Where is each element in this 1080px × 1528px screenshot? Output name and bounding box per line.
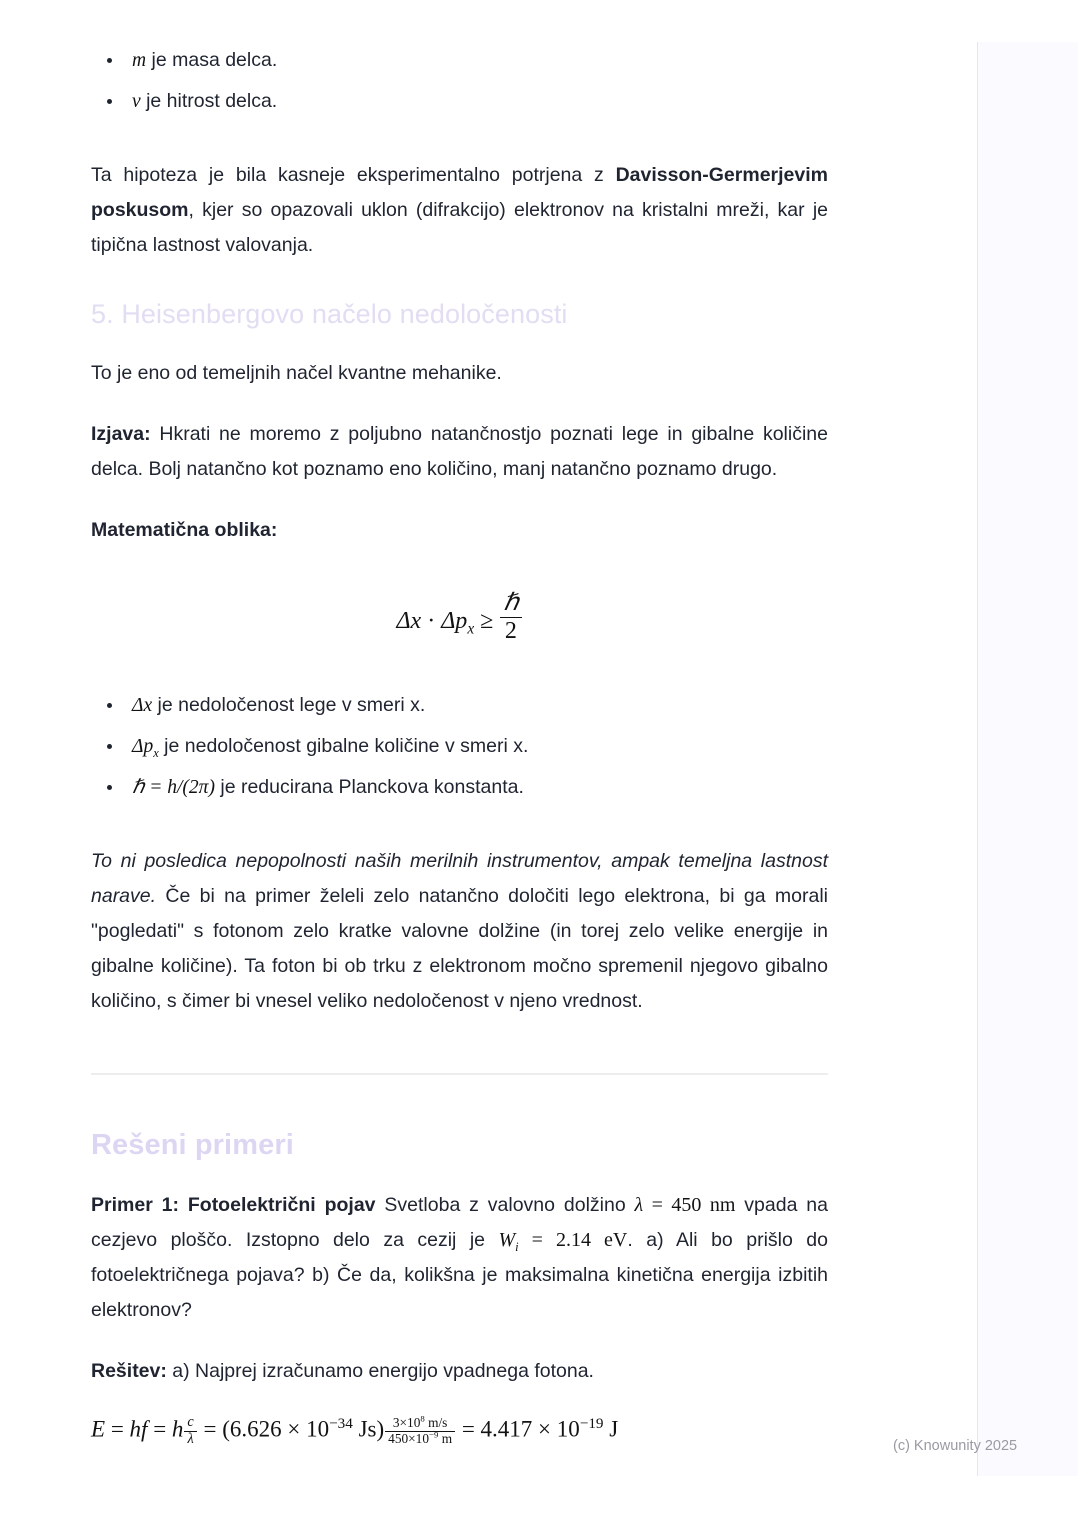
eq-h: h (171, 1416, 184, 1442)
photon-energy-equation (91, 1415, 828, 1448)
solution-paragraph (91, 1354, 828, 1389)
example1-label: Primer 1: Fotoelektrični pojav (91, 1193, 376, 1216)
eq-delta-x: Δx (396, 607, 422, 634)
explanation-italic-lead: To ni posledica nepopolnosti naših merilnih instrumentov, ampak temeljna lastnost narave. (91, 849, 828, 907)
eq-result: = 4.417 × 10 (456, 1416, 580, 1442)
list-item (91, 40, 828, 81)
numerator-unit: m/s (424, 1414, 448, 1430)
right-side-panel (978, 42, 1078, 1476)
list-item-text: je nedoločenost gibalne količine v smeri x. (158, 734, 529, 757)
eq-E: E (91, 1416, 106, 1442)
symbol-delta-p: Δp (132, 735, 154, 757)
statement-label: Izjava: (91, 423, 151, 445)
paragraph-tail: , kjer so opazovali uklon (difrakcijo) elektronov na kristalni mreži, kar je tipična lastnost valovanja. (91, 199, 828, 256)
example1-text-2: vpada na cezjevo ploščo. Izstopno delo za cezij je (91, 1193, 828, 1251)
list-item (91, 726, 828, 767)
work-function-value: = 2.14 eV (518, 1228, 628, 1251)
statement-text: Hkrati ne moremo z poljubno natančnostjo poznati lege in gibalne količine delca. Bolj natančno kot poznamo eno količino, manj natančno poznamo drugo. (91, 423, 828, 480)
section-heading-examples: Rešeni primeri (91, 1128, 294, 1161)
eq-equals-1: = (105, 1416, 130, 1442)
list-item-text: je nedoločenost lege v smeri x. (152, 693, 426, 716)
eq-js-unit: Js) (352, 1416, 385, 1442)
denominator-exponent: −9 (429, 1429, 439, 1440)
symbol-m: m (132, 50, 147, 71)
eq-relation: ≥ (480, 607, 494, 634)
eq-joule-unit: J (603, 1416, 619, 1442)
list-item-text: je reducirana Planckova konstanta. (214, 775, 524, 798)
solution-text: a) Najprej izračunamo energijo vpadnega fotona. (166, 1359, 594, 1382)
list-item (91, 685, 828, 726)
section-heading-heisenberg: 5. Heisenbergovo načelo nedoločenosti (91, 299, 568, 329)
fraction-speed-over-wavelength (385, 1413, 455, 1447)
lambda-symbol: λ (634, 1193, 644, 1216)
fraction-denominator-lambda: λ (184, 1431, 196, 1448)
math-form-label (91, 513, 828, 548)
list-item (91, 767, 828, 808)
heisenberg-intro-paragraph: To je eno od temeljnih načel kvantne mehanike. (91, 362, 502, 384)
explanation-rest: Če bi na primer želeli zelo natančno določiti lego elektrona, bi ga morali "pogledati" s fotonom zelo kratke valovne dolžine (in torej zelo velike energije in gibalne količine). Ta foton bi ob trku z elektronom močno spremenil njegovo gibalno količino, s čimer bi vnesel veliko nedoločenost v njeno vrednost. (91, 884, 828, 1012)
list-item (91, 81, 828, 122)
davisson-germer-bold: Davisson-Germerjevim poskusom (91, 164, 828, 221)
numerator-base: 3×10 (392, 1414, 421, 1430)
eq-planck-value: = (6.626 × 10 (197, 1416, 330, 1442)
fraction-numerator-c: c (187, 1413, 194, 1430)
symbol-hbar-definition: ℏ = h/(2π) (132, 776, 215, 798)
paragraph-lead: Ta hipoteza je bila kasneje eksperimentalno potrjena z (91, 164, 616, 186)
symbol-delta-x: Δx (132, 694, 153, 716)
fraction-c-over-lambda (184, 1415, 196, 1448)
symbol-bullet-list (91, 685, 828, 808)
list-item-text: je hitrost delca. (140, 90, 278, 112)
lambda-value: = 450 nm (643, 1193, 736, 1216)
heisenberg-statement-paragraph (91, 417, 828, 487)
eq-dot: · (427, 607, 436, 634)
eq-equals-2: = (147, 1416, 172, 1442)
example1-text-3: . a) Ali bo prišlo do fotoelektričnega pojava? b) Če da, kolikšna je maksimalna kinetična energija izbitih elektronov? (91, 1228, 828, 1321)
solution-label: Rešitev: (91, 1359, 167, 1382)
denominator-unit: m (438, 1430, 453, 1446)
davisson-germer-paragraph (91, 158, 828, 263)
math-form-label-text: Matematična oblika: (91, 519, 278, 541)
definition-bullet-list (91, 40, 828, 122)
explanation-paragraph (91, 844, 828, 1019)
list-item-text: je masa delca. (146, 49, 278, 71)
eq-exponent-minus34: −34 (329, 1414, 353, 1432)
eq-exponent-minus19: −19 (579, 1414, 604, 1432)
eq-delta-p: Δp (441, 607, 468, 634)
fraction-denominator: 2 (500, 617, 521, 645)
content-column (91, 40, 828, 1448)
fraction-numerator: ℏ (503, 590, 519, 616)
fraction-numerator-speed (385, 1413, 455, 1431)
eq-fraction-hbar-over-2 (500, 590, 521, 645)
work-function-subscript: i (515, 1239, 519, 1254)
symbol-delta-p-subscript: x (153, 745, 159, 760)
example1-paragraph (91, 1188, 828, 1328)
uncertainty-equation (91, 584, 828, 649)
copyright-footer: (c) Knowunity 2025 (893, 1438, 1018, 1454)
fraction-denominator-wavelength (385, 1431, 455, 1447)
eq-hf: hf (129, 1416, 148, 1442)
work-function-symbol: W (498, 1228, 516, 1251)
symbol-v: v (132, 91, 141, 112)
eq-delta-p-subscript: x (467, 620, 475, 638)
example1-text-1: Svetloba z valovno dolžino (375, 1193, 635, 1216)
numerator-exponent: 8 (420, 1413, 425, 1424)
denominator-base: 450×10 (388, 1430, 429, 1446)
